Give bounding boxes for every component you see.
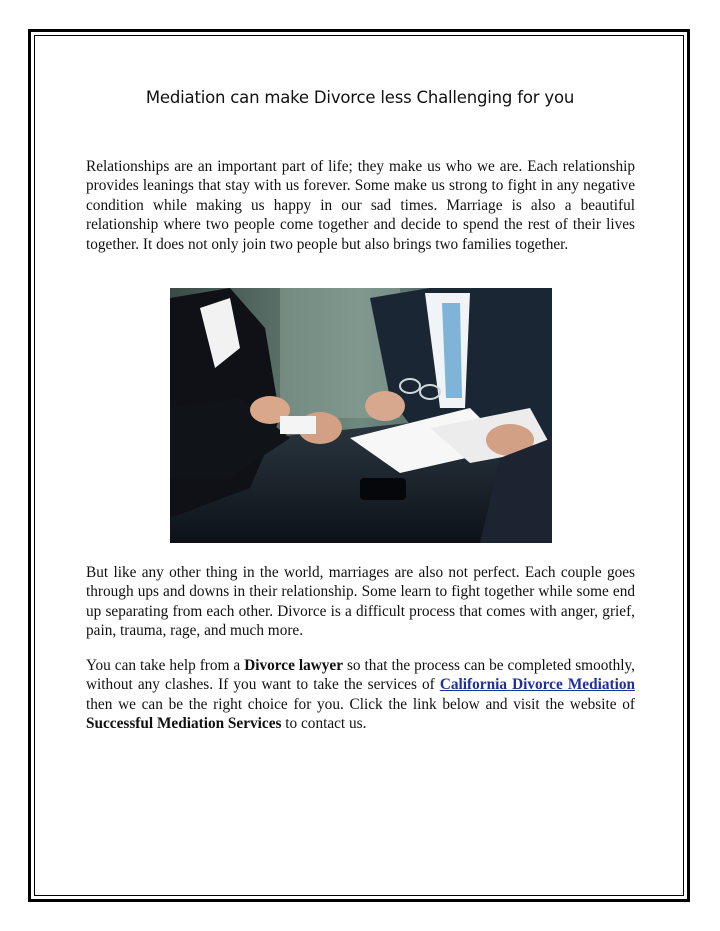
cta-text-end: to contact us. bbox=[281, 715, 367, 733]
paragraph-marriage: But like any other thing in the world, marriages are also not perfect. Each couple goes through ups and downs in their relationship. Some learn to fight together while some end up separating from each other. Divorce is a difficult process that comes with anger, grief, pain, trauma, rage, and much more. bbox=[86, 564, 635, 640]
cta-text-after-link: then we can be the right choice for you. Click the link below and visit the website of bbox=[86, 695, 635, 713]
document-title: Mediation can make Divorce less Challenging for you bbox=[145, 88, 575, 107]
cta-text-middle: so that the process can be completed smoothly, without any clashes. If you want to take the services of bbox=[86, 657, 635, 694]
divorce-lawyer-term: Divorce lawyer bbox=[244, 657, 344, 674]
paragraph-call-to-action bbox=[86, 656, 635, 734]
paragraph-relationships: Relationships are an important part of life; they make us who we are. Each relationship provides leanings that stay with us forever. Some make us strong to fight in any negative condition while making us happy in our sad times. Marriage is also a beautiful relationship where two people come together and decide to spend the rest of their lives together. It does not only join two people but also brings two families together. bbox=[86, 158, 635, 253]
cta-text-before: You can take help from a bbox=[86, 657, 245, 674]
company-name: Successful Mediation Services bbox=[86, 715, 282, 733]
california-divorce-mediation-link[interactable]: California Divorce Mediation bbox=[439, 676, 635, 694]
meeting-photo bbox=[170, 288, 552, 543]
meeting-photo-illustration bbox=[170, 288, 552, 543]
